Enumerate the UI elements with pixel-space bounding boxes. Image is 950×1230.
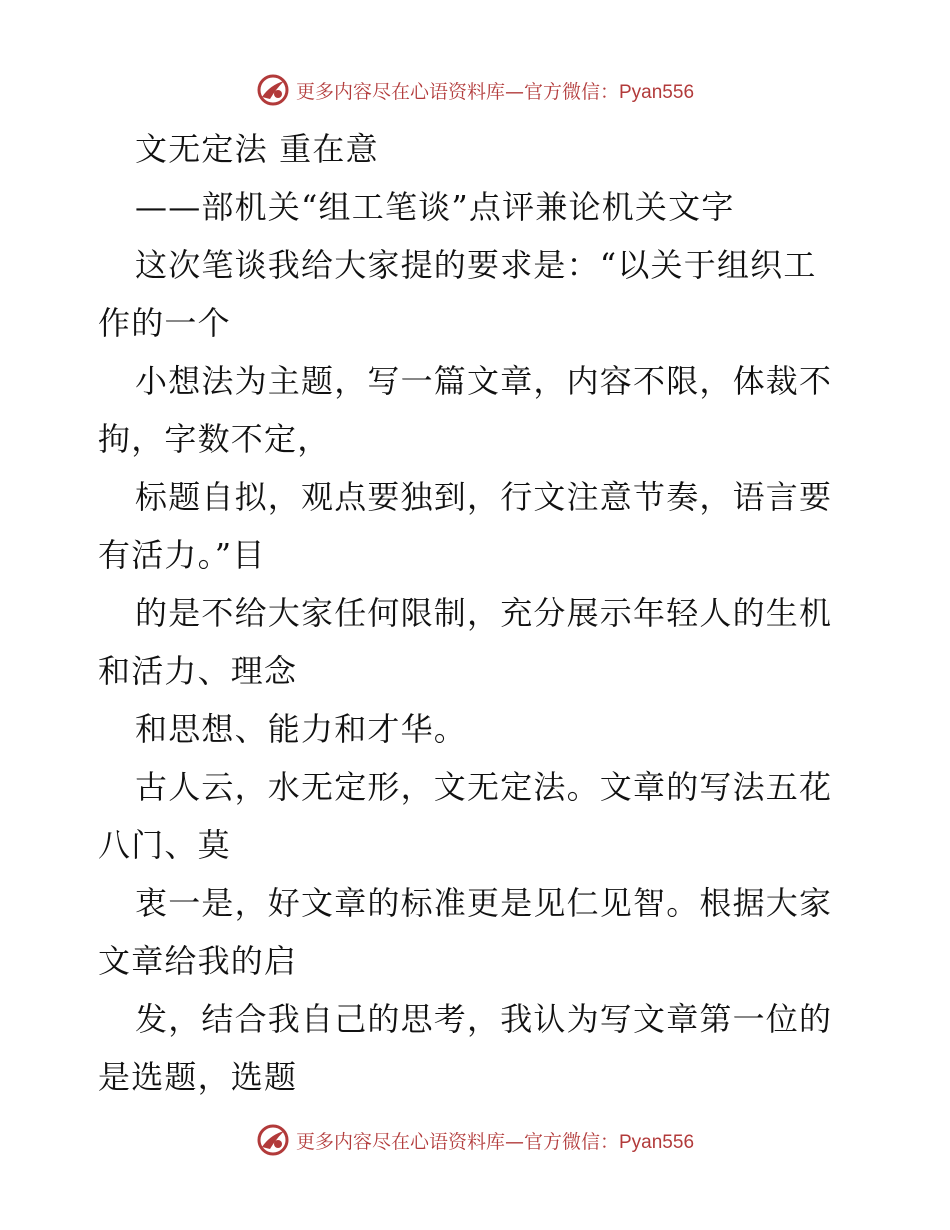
footer-wechat-label: 官方微信： xyxy=(523,1130,619,1153)
paragraph-line: 衷一是，好文章的标准更是见仁见智。根据大家 xyxy=(135,884,833,922)
document-body xyxy=(98,120,858,1106)
document-title: 文无定法 重在意 xyxy=(135,130,379,168)
document-subtitle: ——部机关“组工笔谈”点评兼论机关文字 xyxy=(135,188,735,226)
paragraph-line: 发，结合我自己的思考，我认为写文章第一位的 xyxy=(135,1000,833,1038)
header-wechat-label: 官方微信： xyxy=(523,80,619,103)
paragraph-line: 文章给我的启 xyxy=(98,942,298,980)
header-banner xyxy=(0,70,950,110)
footer-banner-text xyxy=(296,1127,694,1154)
paragraph-line: 是选题，选题 xyxy=(98,1058,298,1096)
logo-icon xyxy=(256,73,290,107)
paragraph-line: 标题自拟，观点要独到，行文注意节奏，语言要 xyxy=(135,478,833,516)
footer-promo: 更多内容尽在心语资料库 xyxy=(295,1130,505,1153)
header-banner-text xyxy=(296,77,694,104)
header-dash: — xyxy=(504,80,524,103)
paragraph-line: 这次笔谈我给大家提的要求是：“以关于组织工 xyxy=(135,246,817,284)
paragraph-line: 八门、莫 xyxy=(98,826,231,864)
paragraph-line: 和思想、能力和才华。 xyxy=(135,710,468,748)
paragraph-line: 作的一个 xyxy=(98,304,231,342)
paragraph-line: 拘，字数不定， xyxy=(98,420,331,458)
header-wechat-id: Pyan556 xyxy=(619,81,695,103)
footer-banner xyxy=(0,1120,950,1160)
header-promo: 更多内容尽在心语资料库 xyxy=(295,80,505,103)
paragraph-line: 的是不给大家任何限制，充分展示年轻人的生机 xyxy=(135,594,833,632)
footer-dash: — xyxy=(504,1130,524,1153)
paragraph-line: 有活力。”目 xyxy=(98,536,266,574)
paragraph-line: 小想法为主题，写一篇文章，内容不限，体裁不 xyxy=(135,362,833,400)
paragraph-line: 古人云，水无定形，文无定法。文章的写法五花 xyxy=(135,768,833,806)
logo-icon xyxy=(256,1123,290,1157)
footer-wechat-id: Pyan556 xyxy=(619,1131,695,1153)
paragraph-line: 和活力、理念 xyxy=(98,652,298,690)
